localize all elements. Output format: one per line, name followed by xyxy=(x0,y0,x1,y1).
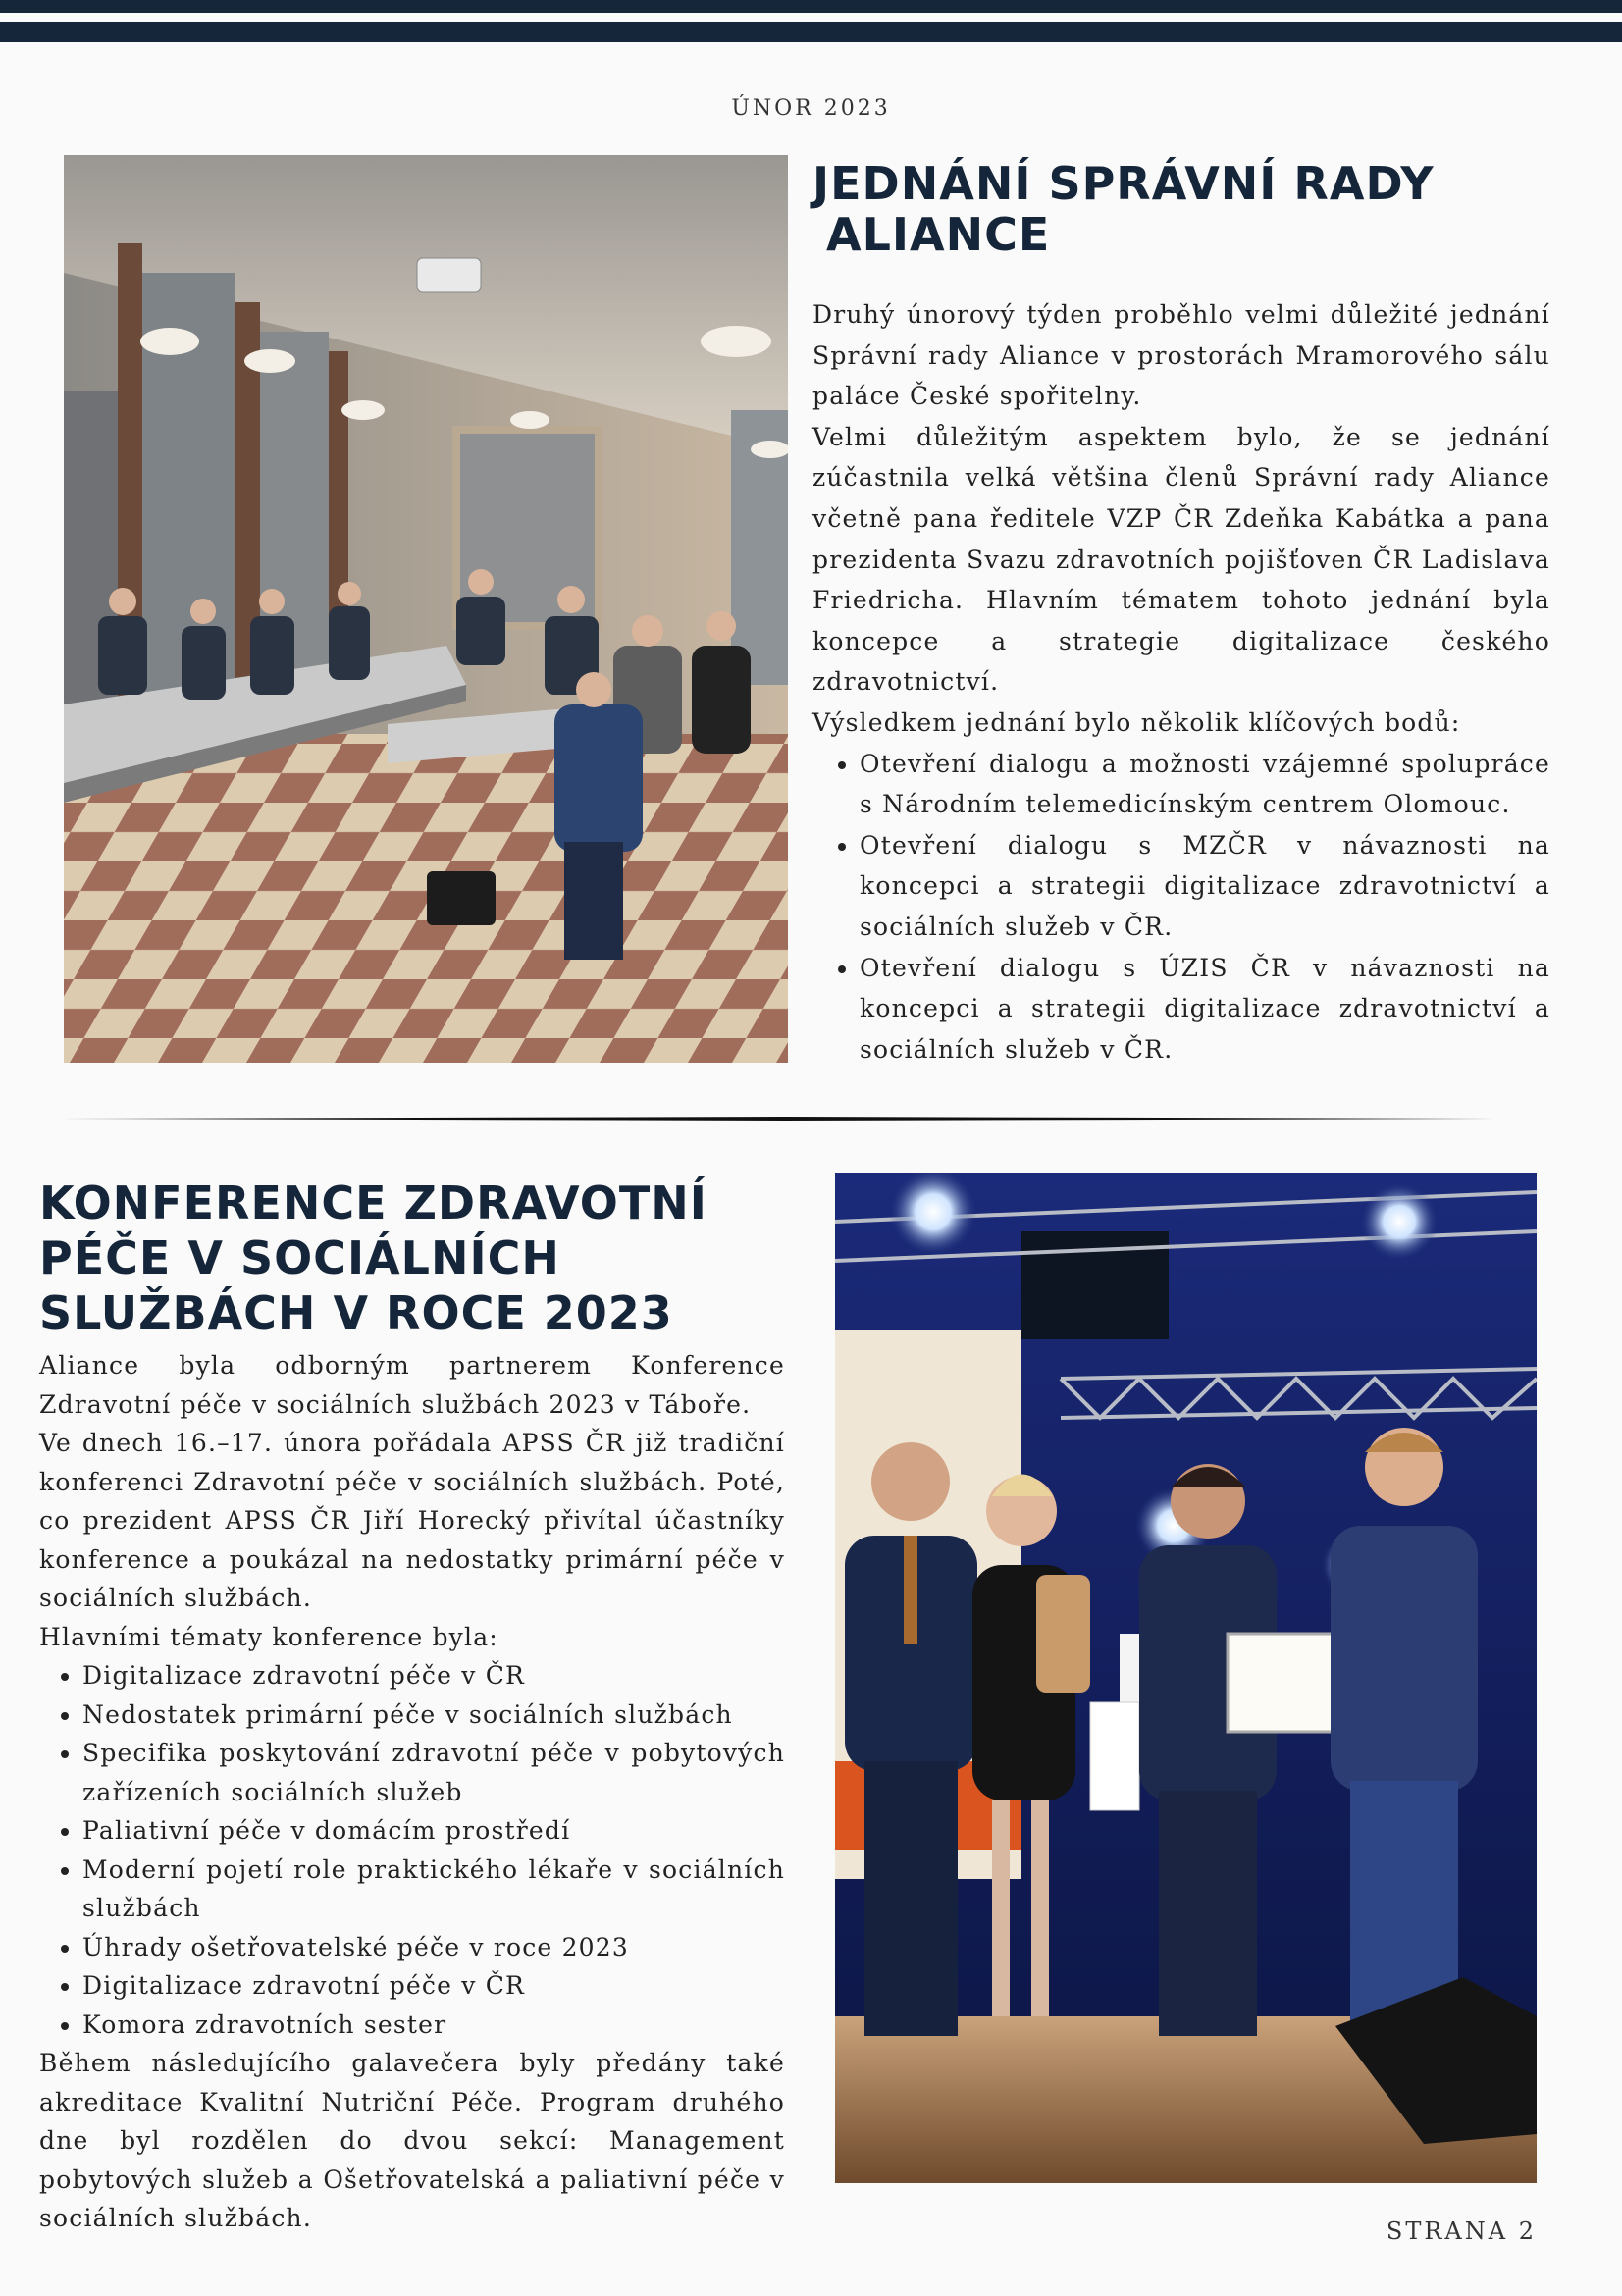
list-item: • Digitalizace zdravotní péče v ČR xyxy=(82,1966,785,2006)
article-1-title-line-1: JEDNÁNÍ SPRÁVNÍ RADY xyxy=(812,157,1435,210)
issue-date: ÚNOR 2023 xyxy=(731,96,891,121)
list-item: • Komora zdravotních sester xyxy=(82,2006,785,2045)
list-item: • Úhrady ošetřovatelské péče v roce 2023 xyxy=(82,1928,785,1967)
article-2-paragraph: Hlavními tématy konference byla: xyxy=(39,1622,498,1651)
article-2-title-line-1: KONFERENCE ZDRAVOTNÍ xyxy=(39,1176,707,1229)
article-2-body xyxy=(39,1346,785,2238)
list-item: • Specifika poskytování zdravotní péče v pobytových zařízeních sociálních služeb xyxy=(82,1734,785,1811)
article-1-paragraph: Výsledkem jednání bylo několik klíčových bodů: xyxy=(812,707,1461,737)
article-1-paragraph: Druhý únorový týden proběhlo velmi důležité jednání Správní rady Aliance v prostorách Mramorového sálu paláce České spořitelny. xyxy=(812,300,1550,411)
article-2-title xyxy=(39,1175,805,1340)
list-item: • Otevření dialogu a možnosti vzájemné spolupráce s Národním telemedicínským centrem Olomouc. xyxy=(860,744,1550,825)
article-1-title xyxy=(812,159,1597,260)
list-item: • Digitalizace zdravotní péče v ČR xyxy=(82,1656,785,1696)
list-item: • Nedostatek primární péče v sociálních službách xyxy=(82,1696,785,1735)
header-bar-bottom xyxy=(0,22,1622,42)
article-2-closing: Během následujícího galavečera byly předány také akreditace Kvalitní Nutriční Péče. Program druhého dne byl rozdělen do dvou sekcí: Management pobytových služeb a Ošetřovatelská a paliativní péče v sociálních službách. xyxy=(39,2049,785,2232)
award-photo xyxy=(835,1173,1537,2183)
page-number: STRANA 2 xyxy=(1386,2218,1537,2245)
list-item: • Otevření dialogu s ÚZIS ČR v návaznosti na koncepci a strategii digitalizace zdravotnictví a sociálních služeb v ČR. xyxy=(860,948,1550,1070)
article-2-title-line-2: PÉČE V SOCIÁLNÍCH xyxy=(39,1231,560,1285)
list-item: • Otevření dialogu s MZČR v návaznosti na koncepci a strategii digitalizace zdravotnictví a sociálních služeb v ČR. xyxy=(860,825,1550,948)
meeting-photo xyxy=(64,155,788,1063)
article-2-bullet-list xyxy=(39,1656,785,2044)
header-bar-top xyxy=(0,0,1622,13)
list-item: • Paliativní péče v domácím prostředí xyxy=(82,1811,785,1851)
section-divider xyxy=(59,1117,1511,1121)
article-1-paragraph: Velmi důležitým aspektem bylo, že se jednání zúčastnila velká většina členů Správní rady Aliance včetně pana ředitele VZP ČR Zdeňka Kabátka a pana prezidenta Svazu zdravotních pojišťoven ČR Ladislava Friedricha. Hlavním tématem tohoto jednání byla koncepce a strategie digitalizace českého zdravotnictví. xyxy=(812,422,1550,697)
article-2-title-line-3: SLUŽBÁCH V ROCE 2023 xyxy=(39,1286,673,1340)
article-1-title-line-2: ALIANCE xyxy=(826,207,1051,261)
article-2-paragraph: Ve dnech 16.–17. února pořádala APSS ČR již tradiční konferenci Zdravotní péče v sociálních službách. Poté, co prezident APSS ČR Jiří Horecký přivítal účastníky konference a poukázal na nedostatky primární péče v sociálních službách. xyxy=(39,1429,785,1612)
list-item: • Moderní pojetí role praktického lékaře v sociálních službách xyxy=(82,1851,785,1928)
article-2-paragraph: Aliance byla odborným partnerem Konference Zdravotní péče v sociálních službách 2023 v Táboře. xyxy=(39,1351,785,1419)
article-1-bullet-list xyxy=(812,744,1550,1070)
article-1-body xyxy=(812,294,1550,1070)
